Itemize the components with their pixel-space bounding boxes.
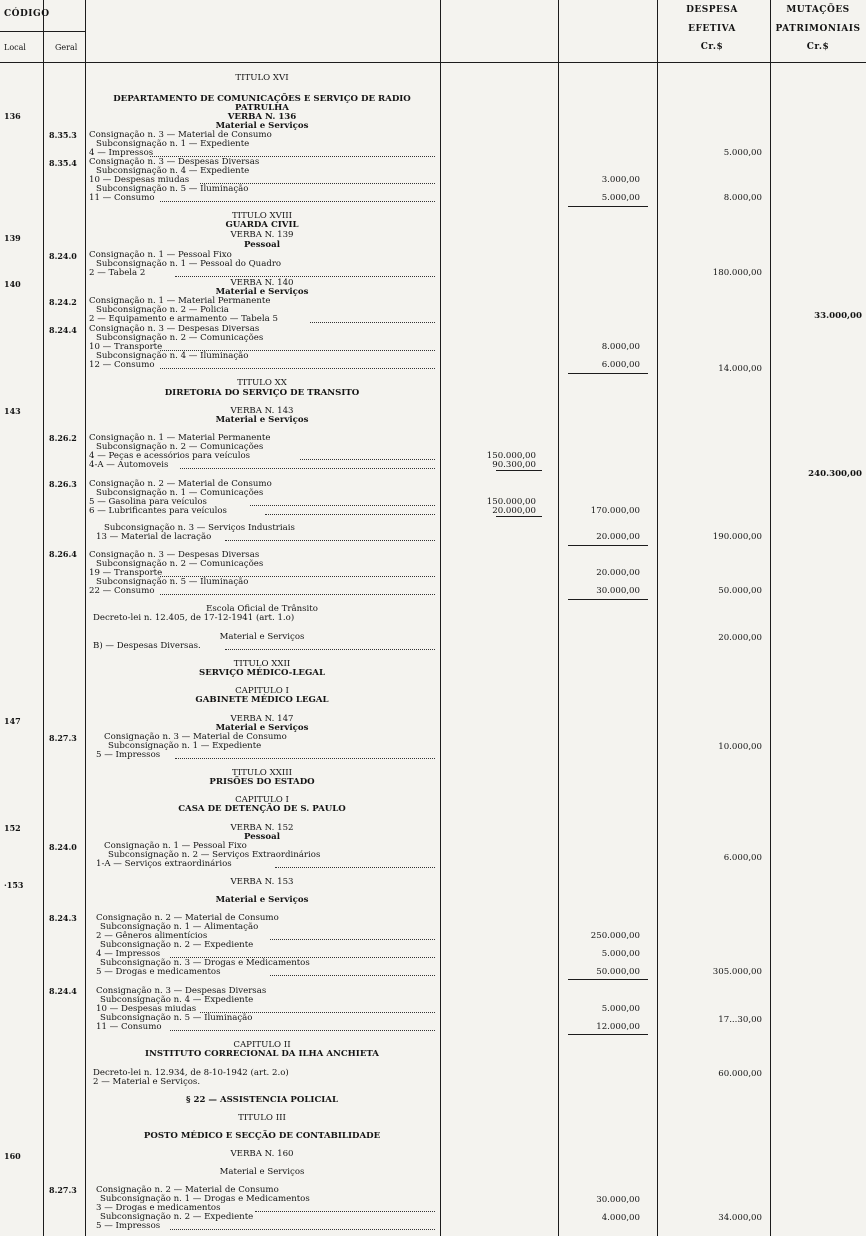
subtotal-rule <box>496 470 542 471</box>
dot-leader <box>175 758 435 759</box>
amount-col2: 8.000,00 <box>601 342 640 352</box>
subconsignacao-line: Subconsignação n. 2 — Comunicações <box>96 333 264 343</box>
consignacao-line: Consignação n. 3 — Material de Consumo <box>104 732 287 742</box>
subconsignacao-line: Subconsignação n. 5 — Iluminação <box>96 577 249 587</box>
subtotal-rule <box>568 979 648 980</box>
section-heading: GABINETE MÉDICO LEGAL <box>195 695 329 705</box>
amount-col2: 3.000,00 <box>601 175 640 185</box>
decree-line: Decreto-lei n. 12.405, de 17-12-1941 (art. 1.o) <box>93 613 295 623</box>
section-heading: § 22 — ASSISTENCIA POLICIAL <box>185 1095 339 1105</box>
subconsignacao-line: Subconsignação n. 1 — Pessoal do Quadro <box>96 259 282 269</box>
consignacao-line: Consignação n. 2 — Material de Consumo <box>89 479 272 489</box>
chapter-heading: CAPITULO I <box>235 686 289 696</box>
column-divider <box>657 0 658 1236</box>
verba-heading: VERBA N. 152 <box>230 823 294 833</box>
group-heading: Material e Serviços <box>219 1167 305 1177</box>
header-local: Local <box>4 43 26 52</box>
consignacao-line: Consignação n. 2 — Material de Consumo <box>96 1185 279 1195</box>
dot-leader <box>200 1012 435 1013</box>
amount-despesa: 305.000,00 <box>712 967 762 977</box>
geral-code: 8.24.0 <box>49 251 77 261</box>
consignacao-line: Consignação n. 1 — Pessoal Fixo <box>104 841 247 851</box>
item-line: 5 — Impressos <box>96 1221 161 1231</box>
subtotal-rule <box>568 373 648 374</box>
amount-col2: 4.000,00 <box>601 1213 640 1223</box>
amount-despesa: 5.000,00 <box>723 148 762 158</box>
amount-despesa: 14.000,00 <box>718 364 762 374</box>
amount-col2: 5.000,00 <box>601 1004 640 1014</box>
subconsignacao-line: Subconsignação n. 1 — Expediente <box>108 741 262 751</box>
item-line: 11 — Consumo <box>89 193 155 203</box>
amount-col1: 150.000,00 <box>486 497 536 507</box>
amount-mutacoes: 240.300,00 <box>808 469 862 479</box>
amount-despesa: 8.000,00 <box>723 193 762 203</box>
geral-code: 8.24.3 <box>49 913 77 923</box>
section-heading: PRISÕES DO ESTADO <box>209 777 315 787</box>
geral-code: 8.24.2 <box>49 297 77 307</box>
item-line: 10 — Despesas miudas <box>89 175 190 185</box>
consignacao-line: Consignação n. 3 — Material de Consumo <box>89 130 272 140</box>
amount-despesa: 6.000,00 <box>723 853 762 863</box>
local-code: 136 <box>4 111 21 121</box>
group-heading: Material e Serviços <box>215 723 309 733</box>
amount-col1: 150.000,00 <box>486 451 536 461</box>
verba-heading: VERBA N. 153 <box>230 877 294 887</box>
subconsignacao-line: Subconsignação n. 1 — Drogas e Medicamentos <box>100 1194 310 1204</box>
subtotal-rule <box>496 516 542 517</box>
consignacao-line: Consignação n. 3 — Despesas Diversas <box>89 550 260 560</box>
dot-leader <box>160 576 435 577</box>
header-codigo: CÓDIGO <box>4 9 50 19</box>
subconsignacao-line: Subconsignação n. 5 — Iluminação <box>96 184 249 194</box>
subtotal-rule <box>568 599 648 600</box>
group-heading: Pessoal <box>244 240 280 250</box>
group-heading: Material e Serviços <box>219 632 305 642</box>
item-line: 2 — Gêneros alimentícios <box>96 931 208 941</box>
header-mutacoes: MUTAÇÕES <box>786 5 850 15</box>
group-heading: Material e Serviços <box>215 895 309 905</box>
local-code: 147 <box>4 716 21 726</box>
subconsignacao-line: Subconsignação n. 3 — Serviços Industriais <box>104 523 295 533</box>
dot-leader <box>270 975 435 976</box>
dot-leader <box>270 939 435 940</box>
item-line: 2 — Material e Serviços. <box>93 1077 201 1087</box>
amount-despesa: 190.000,00 <box>712 532 762 542</box>
local-code: 152 <box>4 823 21 833</box>
local-code: ·153 <box>4 880 24 890</box>
consignacao-line: Consignação n. 1 — Material Permanente <box>89 296 271 306</box>
amount-mutacoes: 33.000,00 <box>814 311 862 321</box>
verba-heading: VERBA N. 160 <box>230 1149 294 1159</box>
subconsignacao-line: Subconsignação n. 4 — Expediente <box>96 166 250 176</box>
geral-code: 8.27.3 <box>49 1185 77 1195</box>
chapter-heading: CAPITULO I <box>235 795 289 805</box>
consignacao-line: Consignação n. 1 — Material Permanente <box>89 433 271 443</box>
column-divider <box>440 0 441 1236</box>
amount-col2: 30.000,00 <box>596 1195 640 1205</box>
dot-leader <box>180 468 435 469</box>
dot-leader <box>150 156 435 157</box>
item-line: 11 — Consumo <box>96 1022 162 1032</box>
item-line: 13 — Material de lacração <box>96 532 212 542</box>
section-heading: DIRETORIA DO SERVIÇO DE TRANSITO <box>164 388 360 398</box>
geral-code: 8.27.3 <box>49 733 77 743</box>
section-heading: INSTITUTO CORRECIONAL DA ILHA ANCHIETA <box>145 1049 379 1059</box>
amount-col2: 30.000,00 <box>596 586 640 596</box>
dot-leader <box>170 1030 435 1031</box>
geral-code: 8.26.4 <box>49 549 77 559</box>
dot-leader <box>300 459 435 460</box>
subconsignacao-line: Subconsignação n. 2 — Policia <box>96 305 229 315</box>
amount-col2: 5.000,00 <box>601 949 640 959</box>
header-despesa-currency: Cr.$ <box>700 42 724 52</box>
section-heading: POSTO MÉDICO E SECÇÃO DE CONTABILIDADE <box>143 1131 381 1141</box>
dot-leader <box>250 505 435 506</box>
local-code: 143 <box>4 406 21 416</box>
amount-col2: 250.000,00 <box>590 931 640 941</box>
dot-leader <box>225 649 435 650</box>
item-line: 12 — Consumo <box>89 360 155 370</box>
amount-col1: 90.300,00 <box>492 460 536 470</box>
group-heading: Pessoal <box>244 832 280 842</box>
amount-col2: 170.000,00 <box>590 506 640 516</box>
title-heading: TITULO III <box>238 1113 286 1123</box>
consignacao-line: Consignação n. 3 — Despesas Diversas <box>89 324 260 334</box>
item-line: 1-A — Serviços extraordinários <box>96 859 232 869</box>
local-code: 140 <box>4 279 21 289</box>
dot-leader <box>160 594 435 595</box>
amount-col1: 20.000,00 <box>492 506 536 516</box>
subconsignacao-line: Subconsignação n. 5 — Iluminação <box>100 1013 253 1023</box>
amount-col2: 50.000,00 <box>596 967 640 977</box>
amount-despesa: 34.000,00 <box>718 1213 762 1223</box>
group-heading: Material e Serviços <box>215 287 309 297</box>
group-heading: Material e Serviços <box>215 121 309 131</box>
column-divider <box>558 0 559 1236</box>
dot-leader <box>255 1211 435 1212</box>
verba-heading: VERBA N. 139 <box>230 230 294 240</box>
amount-despesa: 60.000,00 <box>718 1069 762 1079</box>
group-heading: Material e Serviços <box>215 415 309 425</box>
dot-leader <box>225 540 435 541</box>
item-line: 5 — Drogas e medicamentos <box>96 967 221 977</box>
verba-heading: VERBA N. 136 <box>227 112 297 122</box>
geral-code: 8.35.3 <box>49 130 77 140</box>
amount-col2: 20.000,00 <box>596 568 640 578</box>
amount-despesa: 180.000,00 <box>712 268 762 278</box>
dot-leader <box>310 322 435 323</box>
amount-col2: 6.000,00 <box>601 360 640 370</box>
geral-code: 8.24.4 <box>49 325 77 335</box>
subconsignacao-line: Subconsignação n. 2 — Expediente <box>100 940 254 950</box>
subtotal-rule <box>568 206 648 207</box>
geral-code: 8.26.3 <box>49 479 77 489</box>
item-line: 2 — Equipamento e armamento — Tabela 5 <box>89 314 278 324</box>
consignacao-line: Consignação n. 1 — Pessoal Fixo <box>89 250 232 260</box>
title-heading: TITULO XXIII <box>231 768 293 778</box>
item-line: 5 — Gasolina para veículos <box>89 497 207 507</box>
item-line: 10 — Despesas miudas <box>96 1004 197 1014</box>
consignacao-line: Consignação n. 3 — Despesas Diversas <box>89 157 260 167</box>
subconsignacao-line: Subconsignação n. 4 — Expediente <box>100 995 254 1005</box>
subconsignacao-line: Subconsignação n. 3 — Drogas e Medicamentos <box>100 958 310 968</box>
header-mutacoes: PATRIMONIAIS <box>775 24 861 34</box>
item-line: 10 — Transporte <box>89 342 163 352</box>
section-heading: CASA DE DETENÇÃO DE S. PAULO <box>178 804 346 814</box>
column-divider <box>43 0 44 1236</box>
header-despesa: DESPESA <box>686 5 738 15</box>
item-line: B) — Despesas Diversas. <box>93 641 201 651</box>
dot-leader <box>200 183 435 184</box>
verba-heading: VERBA N. 143 <box>230 406 294 416</box>
consignacao-line: Consignação n. 3 — Despesas Diversas <box>96 986 267 996</box>
chapter-heading: CAPITULO II <box>233 1040 291 1050</box>
verba-heading: VERBA N. 147 <box>230 714 294 724</box>
subconsignacao-line: Subconsignação n. 2 — Serviços Extraordinários <box>108 850 321 860</box>
header-bottom-rule <box>0 62 866 63</box>
geral-code: 8.35.4 <box>49 158 77 168</box>
dot-leader <box>275 867 435 868</box>
item-line: 5 — Impressos <box>96 750 161 760</box>
section-heading: SERVIÇO MÉDICO-LEGAL <box>199 668 325 678</box>
item-line: 3 — Drogas e medicamentos <box>96 1203 221 1213</box>
geral-code: 8.26.2 <box>49 433 77 443</box>
header-geral: Geral <box>55 43 78 52</box>
subtotal-rule <box>568 545 648 546</box>
local-code: 160 <box>4 1151 21 1161</box>
column-divider <box>85 0 86 1236</box>
dot-leader <box>170 1229 435 1230</box>
header-divider <box>0 31 86 32</box>
title-heading: TITULO XXII <box>233 659 291 669</box>
item-line: 2 — Tabela 2 <box>89 268 146 278</box>
amount-col2: 12.000,00 <box>596 1022 640 1032</box>
subtotal-rule <box>568 1034 648 1035</box>
dot-leader <box>160 350 435 351</box>
dot-leader <box>160 201 435 202</box>
column-divider <box>770 0 771 1236</box>
subconsignacao-line: Subconsignação n. 1 — Comunicações <box>96 488 264 498</box>
subconsignacao-line: Subconsignação n. 2 — Comunicações <box>96 442 264 452</box>
amount-col2: 5.000,00 <box>601 193 640 203</box>
section-heading: DEPARTAMENTO DE COMUNICAÇÕES E SERVIÇO DE RADIO <box>113 94 411 104</box>
item-line: 22 — Consumo <box>89 586 155 596</box>
dot-leader <box>170 957 435 958</box>
dot-leader <box>265 514 435 515</box>
section-heading: GUARDA CIVIL <box>225 220 299 230</box>
amount-despesa: 10.000,00 <box>718 742 762 752</box>
item-line: 4-A — Automoveis <box>89 460 169 470</box>
geral-code: 8.24.0 <box>49 842 77 852</box>
item-line: 6 — Lubrificantes para veículos <box>89 506 227 516</box>
subconsignacao-line: Subconsignação n. 1 — Alimentação <box>100 922 259 932</box>
amount-despesa: 20.000,00 <box>718 633 762 643</box>
title-heading: TITULO XVIII <box>231 211 293 221</box>
section-heading: PATRULHA <box>235 103 289 113</box>
title-heading: TITULO XVI <box>235 73 289 83</box>
subconsignacao-line: Subconsignação n. 2 — Comunicações <box>96 559 264 569</box>
item-line: 19 — Transporte <box>89 568 163 578</box>
item-line: 4 — Impressos <box>89 148 154 158</box>
title-heading: TITULO XX <box>237 378 287 388</box>
header-despesa: EFETIVA <box>688 24 736 34</box>
item-line: 4 — Impressos <box>96 949 161 959</box>
amount-col2: 20.000,00 <box>596 532 640 542</box>
dot-leader <box>175 276 435 277</box>
decree-line: Decreto-lei n. 12.934, de 8-10-1942 (art. 2.o) <box>93 1068 289 1078</box>
item-line: 4 — Peças e acessórios para veículos <box>89 451 251 461</box>
dot-leader <box>160 368 435 369</box>
consignacao-line: Consignação n. 2 — Material de Consumo <box>96 913 279 923</box>
verba-heading: VERBA N. 140 <box>230 278 294 288</box>
subconsignacao-line: Subconsignação n. 2 — Expediente <box>100 1212 254 1222</box>
subconsignacao-line: Subconsignação n. 1 — Expediente <box>96 139 250 149</box>
local-code: 139 <box>4 233 21 243</box>
amount-despesa: 50.000,00 <box>718 586 762 596</box>
subconsignacao-line: Subconsignação n. 4 — Iluminação <box>96 351 249 361</box>
geral-code: 8.24.4 <box>49 986 77 996</box>
section-heading: Escola Oficial de Trânsito <box>206 604 318 614</box>
header-mutacoes-currency: Cr.$ <box>806 42 830 52</box>
amount-despesa: 17...30,00 <box>718 1015 762 1025</box>
